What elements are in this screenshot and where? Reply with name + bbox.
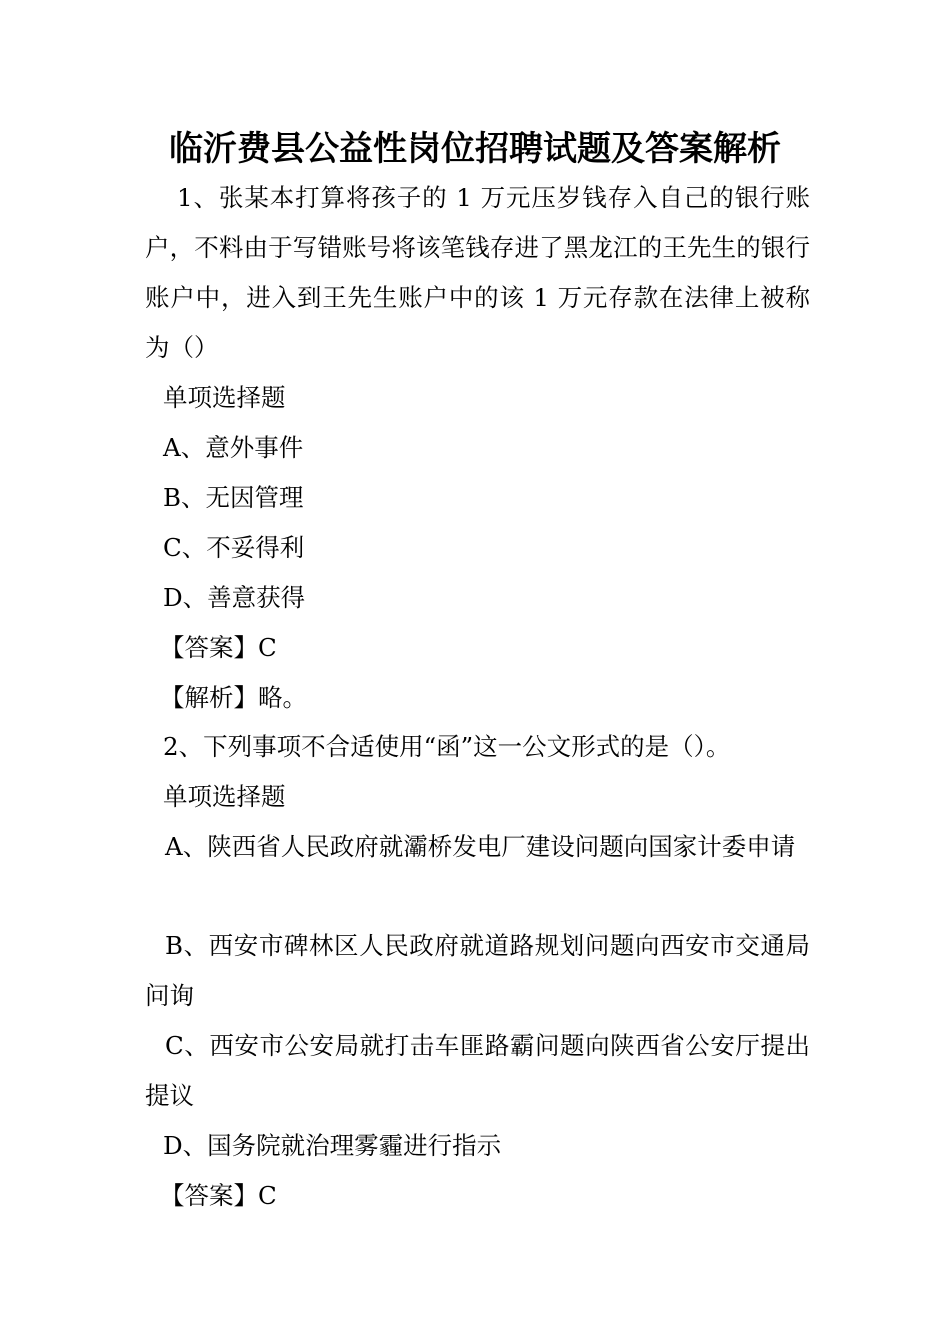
question-1-answer: 【答案】C [160, 633, 277, 662]
question-2-answer: 【答案】C [160, 1181, 277, 1210]
question-1-option-c: C、不妥得利 [163, 533, 305, 562]
question-2-type: 单项选择题 [163, 782, 286, 811]
question-2-stem: 2、下列事项不合适使用“函”这一公文形式的是（）。 [163, 732, 731, 761]
question-1-option-b: B、无因管理 [163, 483, 304, 512]
question-1-stem: 1、张某本打算将孩子的 1 万元压岁钱存入自己的银行账户，不料由于写错账号将该笔钱存进了黑龙江的王先生的银行账户中，进入到王先生账户中的该 1 万元存款在法律上被称为（） [145, 183, 810, 362]
document-title: 临沂费县公益性岗位招聘试题及答案解析 [169, 129, 781, 169]
question-1-type: 单项选择题 [163, 383, 286, 412]
question-2-option-a: A、陕西省人民政府就灞桥发电厂建设问题向国家计委申请 [165, 832, 796, 861]
question-1-option-a: A、意外事件 [163, 433, 304, 462]
question-2-option-c: C、西安市公安局就打击车匪路霸问题向陕西省公安厅提出提议 [145, 1031, 810, 1110]
question-1-analysis: 【解析】略。 [160, 683, 307, 712]
question-2-option-b: B、西安市碑林区人民政府就道路规划问题向西安市交通局问询 [145, 931, 810, 1010]
question-1-option-d: D、善意获得 [163, 583, 306, 612]
question-2-option-d: D、国务院就治理雾霾进行指示 [163, 1131, 502, 1160]
